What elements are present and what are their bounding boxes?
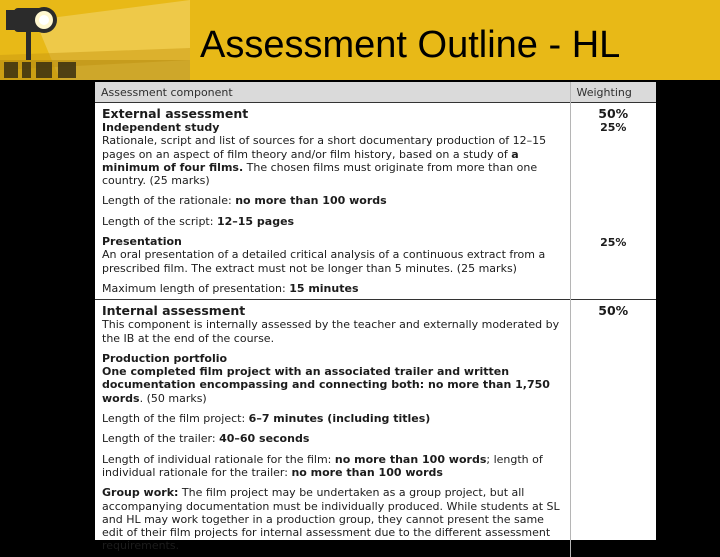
external-assessment-heading: External assessment (102, 106, 249, 121)
trailer-length-value: 40–60 seconds (219, 432, 310, 446)
independent-study-desc-bold: a minimum of four films. (102, 147, 519, 174)
external-weight: 50% (598, 106, 629, 121)
slide-title: Assessment Outline - HL (200, 24, 621, 66)
presentation-max-label: Maximum length of presentation: (102, 281, 290, 295)
assessment-table-panel (95, 82, 656, 553)
trailer-length-label: Length of the trailer: (102, 432, 220, 446)
rationale-length-label: Length of the rationale: (102, 194, 236, 208)
external-assessment-cell (95, 103, 570, 300)
script-length (102, 215, 564, 228)
presentation-desc: An oral presentation of a detailed critical analysis of a continuous extract from a prescribed film. The extract must not be longer than 5 minutes. (25 marks) (102, 248, 546, 275)
presentation-title: Presentation (102, 235, 182, 249)
column-header-component: Assessment component (95, 82, 570, 103)
independent-study-title: Independent study (102, 121, 220, 134)
presentation-weight: 25% (600, 236, 627, 249)
film-rationale-value: no more than 100 words (334, 452, 487, 466)
production-portfolio-marks: . (50 marks) (139, 391, 207, 405)
internal-intro: This component is internally assessed by the teacher and externally moderated by the IB at the end of the course. (102, 318, 560, 345)
group-work-label: Group work: (102, 486, 179, 500)
presentation-max-length (102, 282, 564, 295)
independent-study-block (102, 121, 564, 187)
trailer-length (102, 432, 564, 445)
rationale-length (102, 194, 564, 207)
film-rationale-label: Length of individual rationale for the film: (102, 452, 335, 466)
assessment-table (95, 82, 656, 557)
internal-weight: 50% (598, 303, 629, 319)
internal-assessment-heading: Internal assessment (102, 303, 246, 319)
slide-header (0, 0, 720, 80)
trailer-rationale-value: no more than 100 words (291, 465, 443, 479)
external-weighting-cell (570, 103, 656, 300)
script-length-value: 12–15 pages (216, 214, 295, 228)
production-portfolio-title: Production portfolio (102, 351, 228, 365)
table-header-row (95, 82, 656, 103)
film-length-label: Length of the film project: (102, 412, 249, 426)
rationale-length-value: no more than 100 words (235, 194, 387, 208)
independent-study-desc: Rationale, script and list of sources for a short documentary production of 12–15 pages on an aspect of film theory and/or film history, based on a study of (102, 134, 547, 161)
production-portfolio-words: no more than 1,750 words (102, 378, 550, 405)
individual-rationale-length (102, 453, 564, 480)
internal-weighting-cell (570, 300, 656, 557)
film-spotlight-graphic (0, 0, 190, 80)
trailer-rationale-label: ; length of individual rationale for the trailer: (102, 452, 543, 479)
film-length-value: 6–7 minutes (including titles) (248, 412, 431, 426)
presentation-block (102, 235, 564, 275)
table-row-internal (95, 300, 656, 557)
internal-assessment-cell (95, 300, 570, 557)
column-header-weighting: Weighting (570, 82, 656, 103)
production-portfolio-block (102, 352, 564, 405)
group-work (102, 486, 564, 552)
film-project-length (102, 412, 564, 425)
group-work-text: The film project may be undertaken as a group project, but all accompanying documentation must be individually produced. While students at SL and HL may work together in a production group, they cannot present the same edit of their film projects for internal assessment due to the different assessment requirements. (102, 486, 560, 553)
script-length-label: Length of the script: (102, 214, 217, 228)
presentation-max-value: 15 minutes (289, 281, 359, 295)
table-row-external (95, 103, 656, 300)
independent-study-weight: 25% (600, 121, 627, 134)
production-portfolio-desc: One completed film project with an associated trailer and written documentation encompassing and connecting both: (102, 365, 510, 392)
independent-study-desc-end: The chosen films must originate from more than one country. (25 marks) (102, 160, 538, 188)
